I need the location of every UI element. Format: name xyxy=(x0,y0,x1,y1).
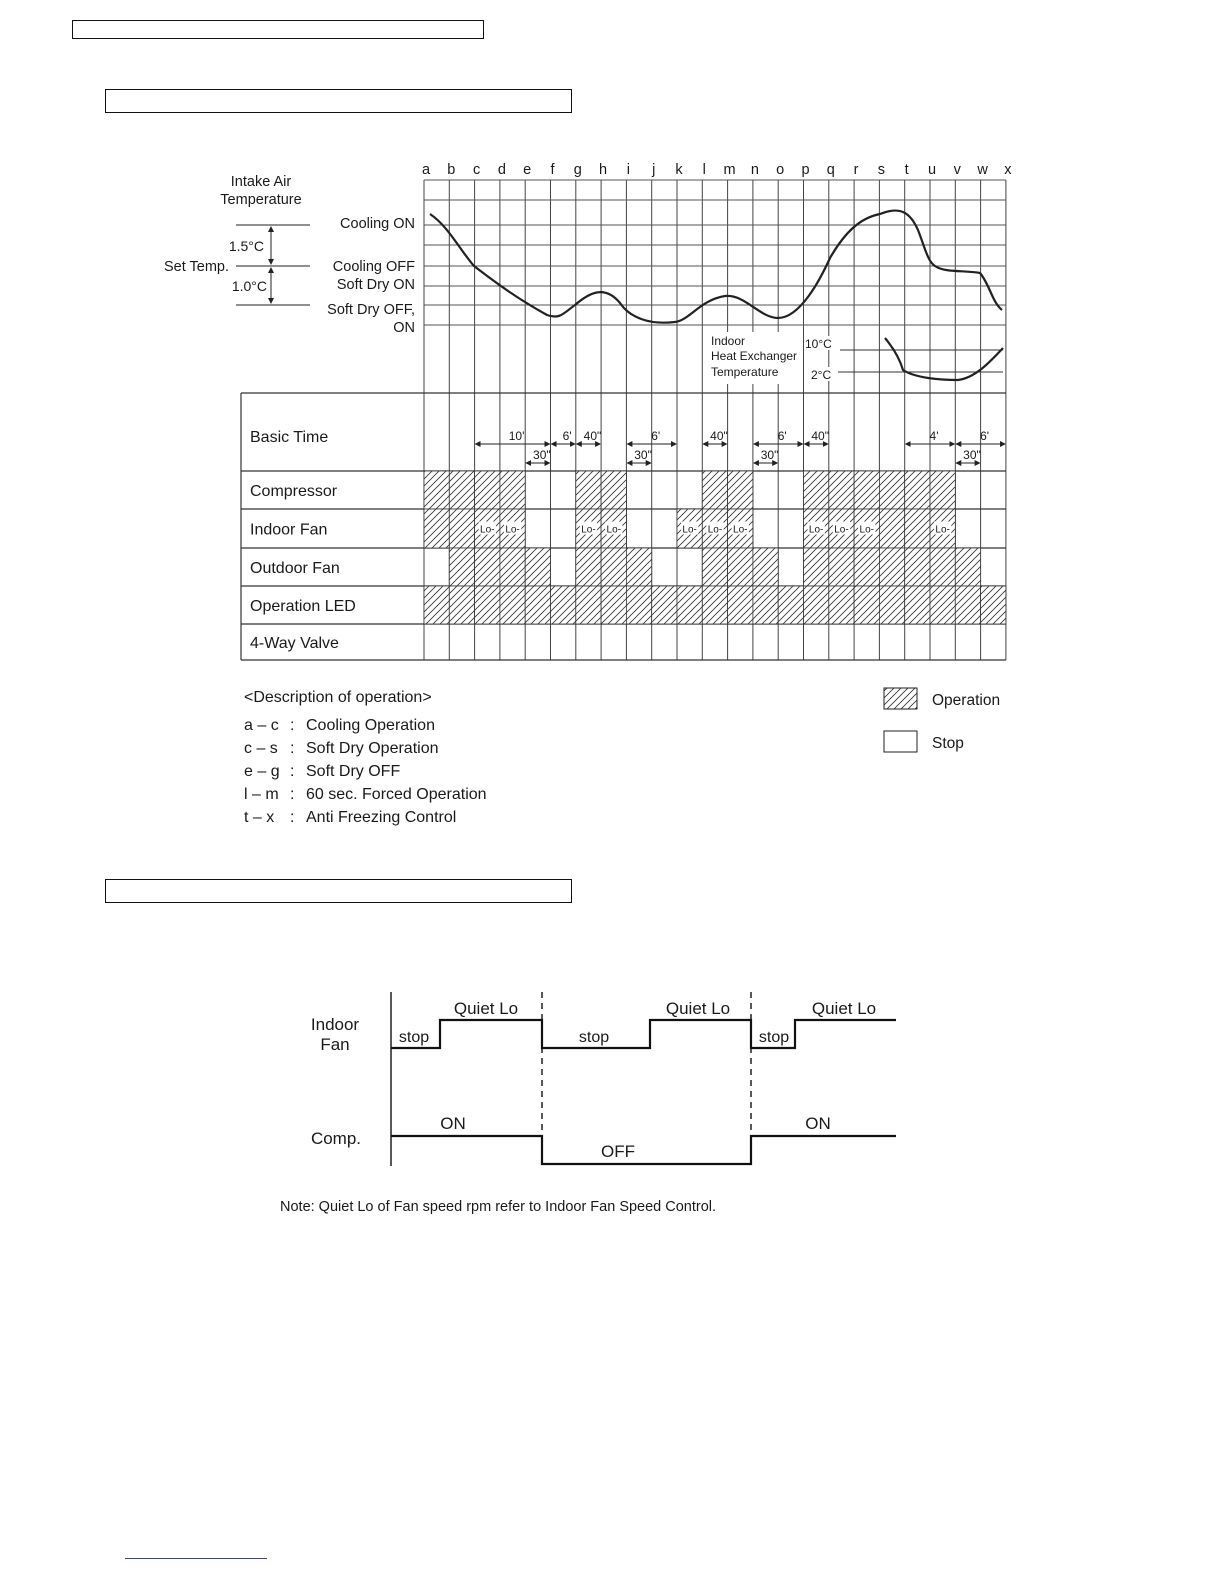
op-cell-0-19 xyxy=(905,471,930,509)
basic-time-upper-6-text: 40" xyxy=(811,429,829,443)
basic-time-arrows xyxy=(476,429,1005,463)
op-cell-3-8 xyxy=(626,586,651,624)
op-cell-3-4 xyxy=(525,586,550,624)
basic-time-label: Basic Time xyxy=(250,429,329,446)
op-cell-1-1 xyxy=(449,509,474,548)
column-letter-c: c xyxy=(472,162,481,178)
timing-row-labels xyxy=(250,483,356,652)
op-cell-2-8 xyxy=(626,548,651,586)
op-cell-0-0 xyxy=(424,471,449,509)
column-letter-v: v xyxy=(953,162,961,178)
row-label-2: Outdoor Fan xyxy=(250,560,340,577)
op-cell-3-21 xyxy=(955,586,980,624)
fan-quiet-lo-3: Quiet Lo xyxy=(811,999,877,1018)
lo-label-1-15: Lo- xyxy=(808,524,824,536)
column-letter-m: m xyxy=(723,162,736,178)
column-letter-x: x xyxy=(1004,162,1012,178)
desc-sep-1: : xyxy=(290,740,295,757)
desc-sep-0: : xyxy=(290,717,295,734)
desc-text-1: Soft Dry Operation xyxy=(306,740,439,757)
op-cell-2-21 xyxy=(955,548,980,586)
op-cell-2-13 xyxy=(753,548,778,586)
desc-text-2: Soft Dry OFF xyxy=(306,763,401,780)
op-cell-3-0 xyxy=(424,586,449,624)
compressor-signal xyxy=(391,1136,896,1164)
basic-time-upper-7-text: 4' xyxy=(929,429,939,443)
column-letter-r: r xyxy=(853,162,859,178)
op-cell-0-15 xyxy=(804,471,829,509)
basic-time-lower-1-text: 30" xyxy=(634,448,652,462)
basic-time-upper-8-text: 6' xyxy=(980,429,990,443)
column-letter-i: i xyxy=(626,162,631,178)
lo-label-1-16: Lo- xyxy=(834,524,849,536)
lo-label-1-17: Lo- xyxy=(859,524,874,536)
row-label-4: 4-Way Valve xyxy=(250,635,339,652)
op-cell-1-18 xyxy=(879,509,904,548)
op-cell-3-10 xyxy=(677,586,702,624)
op-cell-3-14 xyxy=(778,586,803,624)
desc-key-0: a – c xyxy=(244,717,279,734)
op-cell-2-12 xyxy=(728,548,753,586)
soft-dry-on-label: Soft Dry ON xyxy=(336,277,415,293)
op-cell-2-11 xyxy=(702,548,727,586)
op-cell-0-3 xyxy=(500,471,525,509)
desc-key-3: l – m xyxy=(244,786,279,803)
legend-operation-swatch xyxy=(884,688,917,709)
desc-sep-4: : xyxy=(290,809,295,826)
op-cell-3-13 xyxy=(753,586,778,624)
column-letter-k: k xyxy=(675,162,683,178)
lo-label-1-7: Lo- xyxy=(606,524,621,536)
comp-on-2: ON xyxy=(805,1114,831,1133)
basic-time-upper-1-text: 6' xyxy=(562,429,572,443)
column-letter-u: u xyxy=(927,162,937,178)
heat-exchanger-label-3: Temperature xyxy=(711,365,779,379)
basic-time-lower-3-text: 30" xyxy=(963,448,981,462)
column-letter-e: e xyxy=(523,162,532,178)
row-label-1: Indoor Fan xyxy=(250,521,328,539)
op-cell-0-1 xyxy=(449,471,474,509)
op-cell-2-15 xyxy=(804,548,829,586)
lo-label-1-20: Lo- xyxy=(935,524,950,536)
row-label-3: Operation LED xyxy=(250,598,356,615)
legend-operation-label: Operation xyxy=(932,692,1001,709)
desc-key-2: e – g xyxy=(244,763,280,780)
temp-axis-title-1: Intake Air xyxy=(230,174,292,190)
op-cell-2-7 xyxy=(601,548,626,586)
desc-key-4: t – x xyxy=(244,809,275,826)
op-cell-2-1 xyxy=(449,548,474,586)
soft-dry-off-label: Soft Dry OFF, xyxy=(327,302,415,318)
column-letter-j: j xyxy=(652,162,656,178)
op-cell-0-20 xyxy=(930,471,955,509)
fan-stop-2: stop xyxy=(578,1029,610,1046)
op-cell-2-19 xyxy=(905,548,930,586)
op-cell-3-22 xyxy=(981,586,1006,624)
column-letter-l: l xyxy=(702,162,706,178)
op-cell-0-6 xyxy=(576,471,601,509)
column-letter-o: o xyxy=(776,162,785,178)
description-list xyxy=(244,717,487,826)
column-letter-w: w xyxy=(977,162,988,178)
hx-lower-label: 2°C xyxy=(811,368,832,382)
op-cell-3-11 xyxy=(702,586,727,624)
basic-time-upper-0-text: 10' xyxy=(508,429,525,443)
basic-time-lower-0-text: 30" xyxy=(533,448,551,462)
comp-label: Comp. xyxy=(310,1129,362,1148)
op-cell-2-3 xyxy=(500,548,525,586)
column-letter-p: p xyxy=(801,162,810,178)
fan-quiet-lo-1: Quiet Lo xyxy=(453,999,519,1018)
op-cell-3-2 xyxy=(475,586,500,624)
desc-text-0: Cooling Operation xyxy=(306,717,435,734)
timing-row-cells xyxy=(424,471,1006,624)
op-cell-0-16 xyxy=(829,471,854,509)
op-cell-0-7 xyxy=(601,471,626,509)
desc-sep-3: : xyxy=(290,786,295,803)
op-cell-3-6 xyxy=(576,586,601,624)
op-cell-3-18 xyxy=(879,586,904,624)
op-cell-2-20 xyxy=(930,548,955,586)
op-cell-2-4 xyxy=(525,548,550,586)
column-letter-h: h xyxy=(599,162,608,178)
lo-label-1-11: Lo- xyxy=(707,524,723,536)
description-title: <Description of operation> xyxy=(244,689,432,706)
temp-axis-title-2: Temperature xyxy=(220,192,302,208)
column-letter-n: n xyxy=(750,162,759,178)
basic-time-upper-2-text: 40" xyxy=(583,429,602,443)
desc-text-3: 60 sec. Forced Operation xyxy=(306,786,487,803)
op-cell-3-19 xyxy=(905,586,930,624)
lo-label-1-12: Lo- xyxy=(733,524,748,536)
op-cell-3-17 xyxy=(854,586,879,624)
row-label-0: Compressor xyxy=(250,483,338,500)
basic-time-upper-4-text: 40" xyxy=(710,429,728,443)
hx-upper-label: 10°C xyxy=(805,337,832,351)
op-cell-2-2 xyxy=(475,548,500,586)
legend-stop-label: Stop xyxy=(932,735,964,752)
lo-label-1-10: Lo- xyxy=(682,524,697,536)
basic-time-upper-3-text: 6' xyxy=(651,429,661,443)
quiet-lo-note: Note: Quiet Lo of Fan speed rpm refer to Indoor Fan Speed Control. xyxy=(280,1199,717,1215)
legend-stop-swatch xyxy=(884,731,917,752)
op-cell-3-9 xyxy=(652,586,677,624)
op-cell-0-11 xyxy=(702,471,727,509)
comp-on-1: ON xyxy=(440,1114,466,1133)
intake-temp-curve xyxy=(430,211,1002,323)
cooling-on-label: Cooling ON xyxy=(340,216,415,232)
delta-lower-label: 1.0°C xyxy=(231,278,267,294)
op-cell-2-17 xyxy=(854,548,879,586)
delta-upper-label: 1.5°C xyxy=(228,238,264,254)
column-letter-f: f xyxy=(550,162,555,178)
op-cell-3-20 xyxy=(930,586,955,624)
cooling-off-label: Cooling OFF xyxy=(332,259,415,275)
fan-quiet-lo-2: Quiet Lo xyxy=(665,999,731,1018)
column-letter-a: a xyxy=(421,162,431,178)
column-letter-q: q xyxy=(826,162,835,178)
desc-key-1: c – s xyxy=(244,740,278,757)
op-cell-0-2 xyxy=(475,471,500,509)
op-cell-0-12 xyxy=(728,471,753,509)
set-temp-label: Set Temp. xyxy=(163,259,229,275)
op-cell-3-5 xyxy=(551,586,576,624)
column-letter-t: t xyxy=(904,162,909,178)
desc-sep-2: : xyxy=(290,763,295,780)
fan-stop-1: stop xyxy=(398,1029,430,1046)
heat-exchanger-curve xyxy=(885,338,1003,380)
op-cell-2-16 xyxy=(829,548,854,586)
column-letter-d: d xyxy=(497,162,506,178)
op-cell-1-19 xyxy=(905,509,930,548)
op-cell-0-18 xyxy=(879,471,904,509)
lo-label-1-2: Lo- xyxy=(480,524,495,536)
basic-time-upper-5-text: 6' xyxy=(777,429,787,443)
column-letters xyxy=(422,162,1012,178)
op-cell-2-6 xyxy=(576,548,601,586)
column-letter-g: g xyxy=(573,162,582,178)
soft-dry-off-on-label: ON xyxy=(393,320,415,336)
indoor-fan-signal xyxy=(391,1020,896,1048)
op-cell-3-16 xyxy=(829,586,854,624)
fan-stop-3: stop xyxy=(758,1029,790,1046)
column-letter-s: s xyxy=(877,162,886,178)
indoor-fan-label-2: Fan xyxy=(320,1035,350,1054)
heat-exchanger-label-2: Heat Exchanger xyxy=(711,349,798,363)
column-letter-b: b xyxy=(447,162,456,178)
op-cell-3-1 xyxy=(449,586,474,624)
lo-label-1-6: Lo- xyxy=(581,524,596,536)
indoor-fan-label-1: Indoor xyxy=(310,1015,360,1034)
op-cell-3-15 xyxy=(804,586,829,624)
op-cell-1-0 xyxy=(424,509,449,548)
basic-time-lower-2-text: 30" xyxy=(760,448,779,462)
op-cell-2-18 xyxy=(879,548,904,586)
desc-text-4: Anti Freezing Control xyxy=(306,809,457,826)
op-cell-0-17 xyxy=(854,471,879,509)
comp-off: OFF xyxy=(601,1142,635,1161)
heat-exchanger-label-1: Indoor xyxy=(711,334,746,348)
op-cell-3-3 xyxy=(500,586,525,624)
op-cell-3-12 xyxy=(728,586,753,624)
op-cell-3-7 xyxy=(601,586,626,624)
lo-label-1-3: Lo- xyxy=(505,524,520,536)
